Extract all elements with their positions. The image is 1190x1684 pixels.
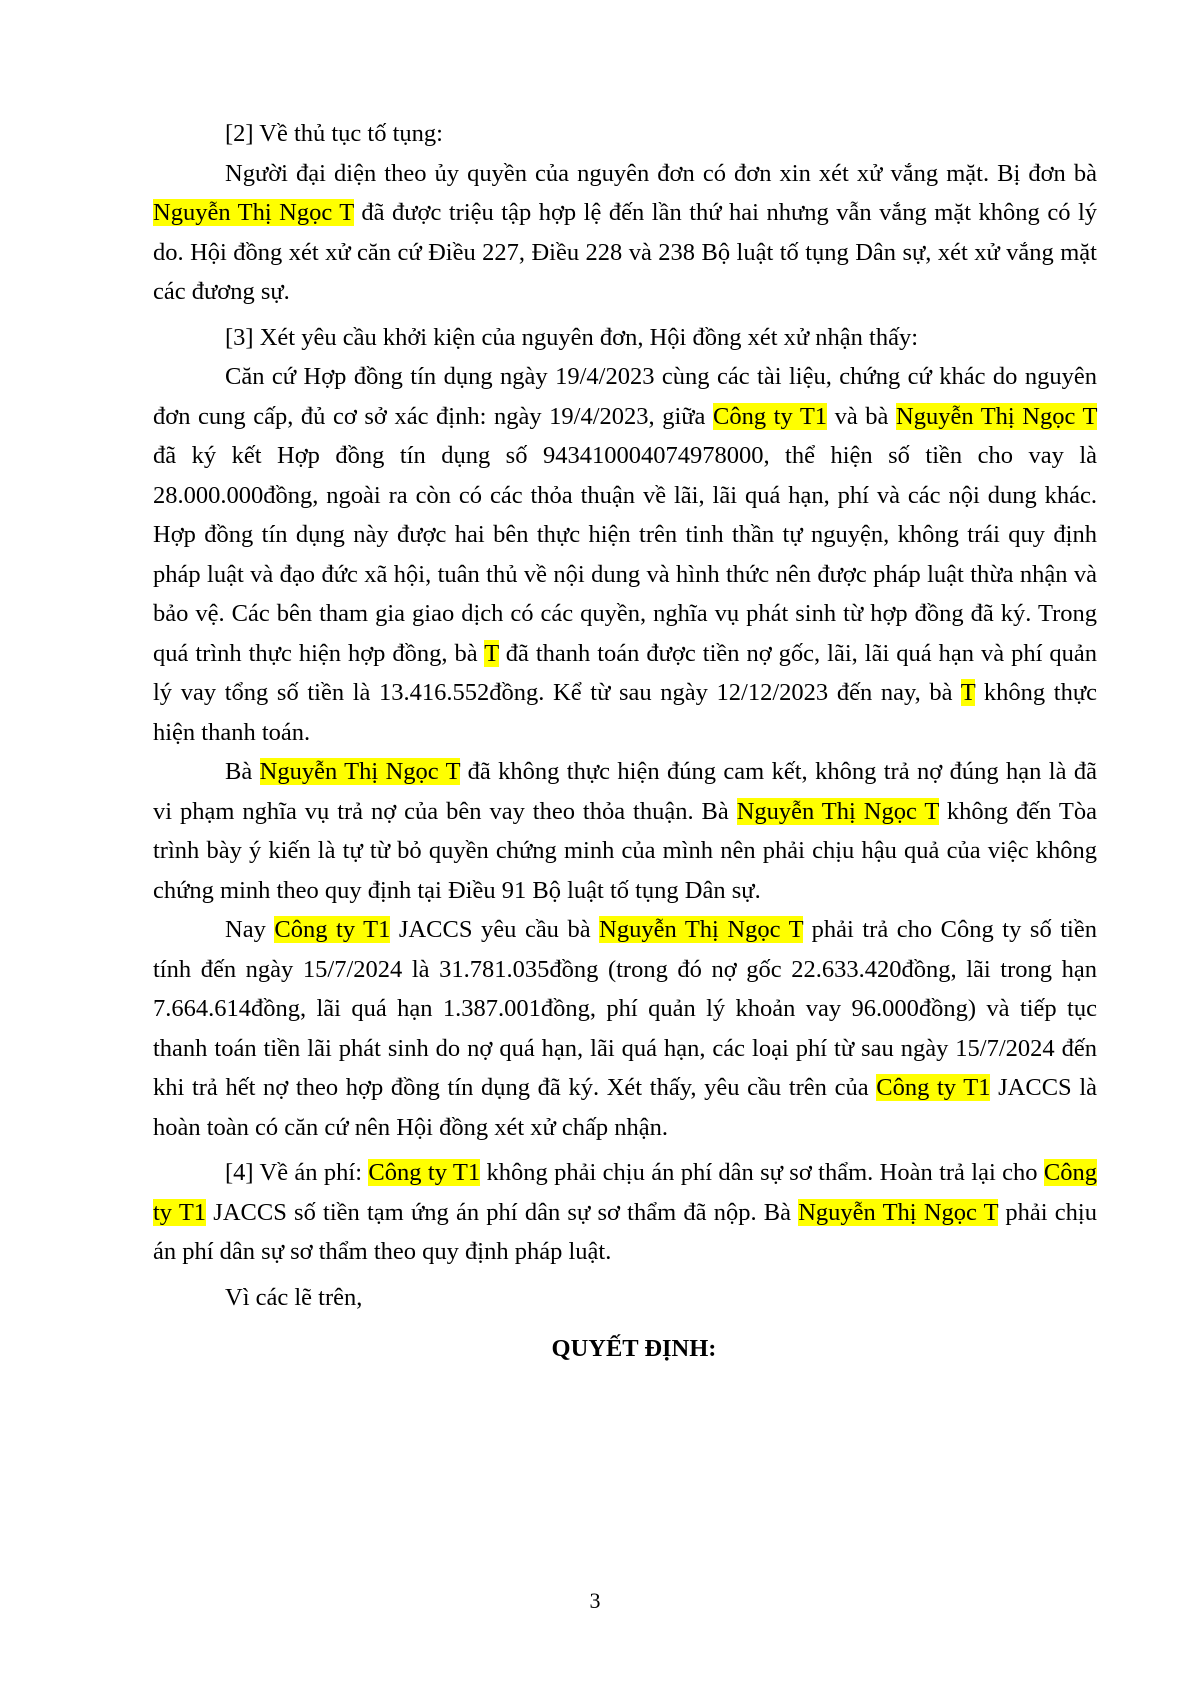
- highlighted-text: Nguyễn Thị Ngọc T: [599, 916, 804, 943]
- text-run: Vì các lẽ trên,: [225, 1283, 363, 1311]
- text-run: phải trả cho Công ty số tiền tính đến ngày 15/7/2024 là 31.781.035đồng (trong đó nợ gốc 22.633.420đồng, lãi trong hạn 7.664.614đồng, lãi quá hạn 1.387.001đồng, phí quản lý khoản vay 96.000đồng) và tiếp tục thanh toán tiền lãi phát sinh do nợ quá hạn, lãi quá hạn, các loại phí từ sau ngày 15/7/2024 đến khi trả hết nợ theo hợp đồng tín dụng đã ký. Xét thấy, yêu cầu trên của: [153, 916, 1097, 1101]
- text-run: đã được triệu tập hợp lệ đến lần thứ hai nhưng vẫn vắng mặt không có lý do. Hội đồng xét xử căn cứ Điều 227, Điều 228 và 238 Bộ luật tố tụng Dân sự, xét xử vắng mặt các đương sự.: [153, 199, 1098, 305]
- text-run: đã không thực hiện đúng cam kết, không trả nợ đúng hạn là đã vi phạm nghĩa vụ trả nợ của bên vay theo thỏa thuận. Bà: [153, 758, 1098, 825]
- paragraph-court-fee: [153, 1153, 1097, 1272]
- text-run: Nay: [225, 916, 275, 943]
- paragraph-violation: [153, 752, 1097, 910]
- decision-heading: QUYẾT ĐỊNH:: [551, 1335, 717, 1362]
- text-run: và bà: [827, 402, 897, 430]
- text-run: JACCS số tiền tạm ứng án phí dân sự sơ thẩm đã nộp. Bà: [206, 1198, 799, 1226]
- text-run: không đến Tòa trình bày ý kiến là tự từ bỏ quyền chứng minh của mình nên phải chịu hậu quả của việc không chứng minh theo quy định tại Điều 91 Bộ luật tố tụng Dân sự.: [153, 797, 1097, 904]
- paragraph-request: [153, 910, 1097, 1147]
- text-run: Căn cứ Hợp đồng tín dụng ngày 19/4/2023 cùng các tài liệu, chứng cứ khác do nguyên đơn cung cấp, đủ cơ sở xác định: ngày 19/4/2023, giữa: [153, 363, 1097, 430]
- page-number: 3: [589, 1588, 601, 1613]
- paragraph-contract: [153, 357, 1097, 752]
- highlighted-text: Nguyễn Thị Ngọc T: [259, 758, 461, 785]
- text-run: Người đại diện theo ủy quyền của nguyên đơn có đơn xin xét xử vắng mặt. Bị đơn bà: [225, 159, 1097, 187]
- paragraph-conclusion: [153, 1278, 1097, 1318]
- highlighted-text: Nguyễn Thị Ngọc T: [896, 402, 1098, 430]
- highlighted-text: Công ty T1: [274, 916, 391, 943]
- highlighted-text: Công ty T1: [153, 1159, 1097, 1226]
- highlighted-text: Công ty T1: [876, 1074, 991, 1101]
- text-run: Bà: [225, 758, 260, 785]
- text-run: [2] Về thủ tục tố tụng:: [225, 120, 443, 147]
- highlighted-text: Nguyễn Thị Ngọc T: [736, 797, 939, 825]
- highlighted-text: Nguyễn Thị Ngọc T: [798, 1198, 999, 1226]
- paragraph-procedure-heading: [153, 114, 1097, 154]
- text-run: đã ký kết Hợp đồng tín dụng số 943410004074978000, thể hiện số tiền cho vay là 28.000.000đồng, ngoài ra còn có các thỏa thuận về lãi, lãi quá hạn, phí và các nội dung khác. Hợp đồng tín dụng này được hai bên thực hiện trên tinh thần tự nguyện, không trái quy định pháp luật và đạo đức xã hội, tuân thủ về nội dung và hình thức nên được pháp luật thừa nhận và bảo vệ. Các bên tham gia giao dịch có các quyền, nghĩa vụ phát sinh từ hợp đồng đã ký. Trong quá trình thực hiện hợp đồng, bà: [153, 442, 1097, 667]
- document-body: [153, 114, 1097, 1369]
- highlighted-text: T: [960, 679, 976, 706]
- text-run: không phải chịu án phí dân sự sơ thẩm. Hoàn trả lại cho: [480, 1159, 1044, 1186]
- paragraph-claim-heading: [153, 318, 1097, 358]
- highlighted-text: Công ty T1: [368, 1159, 481, 1186]
- text-run: JACCS là hoàn toàn có căn cứ nên Hội đồng xét xử chấp nhận.: [153, 1074, 1097, 1141]
- paragraph-procedure: [153, 154, 1097, 312]
- text-run: [4] Về án phí:: [225, 1159, 369, 1186]
- text-run: [3] Xét yêu cầu khởi kiện của nguyên đơn, Hội đồng xét xử nhận thấy:: [225, 323, 919, 351]
- text-run: JACCS yêu cầu bà: [390, 916, 600, 943]
- text-run: phải chịu án phí dân sự sơ thẩm theo quy định pháp luật.: [153, 1198, 1097, 1265]
- highlighted-text: Công ty T1: [712, 402, 828, 430]
- text-run: đã thanh toán được tiền nợ gốc, lãi, lãi quá hạn và phí quản lý vay tổng số tiền là 13.416.552đồng. Kể từ sau ngày 12/12/2023 đến nay, bà: [153, 639, 1097, 706]
- highlighted-text: Nguyễn Thị Ngọc T: [153, 199, 354, 226]
- highlighted-text: T: [484, 639, 499, 667]
- text-run: không thực hiện thanh toán.: [153, 679, 1097, 746]
